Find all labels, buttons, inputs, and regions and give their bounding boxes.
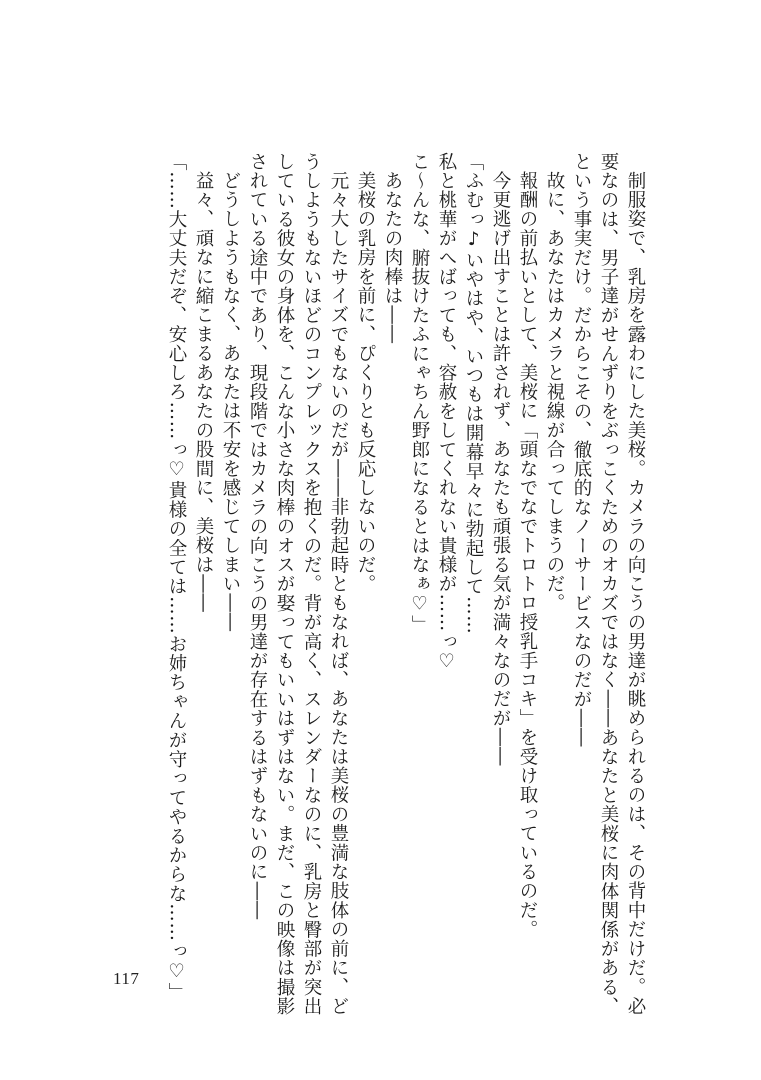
text-line: されている途中であり、現段階ではカメラの向こうの男達が存在するはずもないのに―― bbox=[247, 152, 268, 920]
text-line: 美桜の乳房を前に、ぴくりとも反応しないのだ。 bbox=[355, 170, 376, 593]
page-number: 117 bbox=[113, 969, 140, 988]
text-line: うしようもないほどのコンプレックスを抱くのだ。背が高く、スレンダーなのに、乳房と臀部が突出 bbox=[301, 152, 322, 1016]
text-line: 要なのは、男子達がせんずりをぶっこくためのオカズではなく――あなたと美桜に肉体関係がある、 bbox=[598, 152, 619, 1016]
text-line: 「ふむっ♪いやはや、いつもは開幕早々に勃起して…… bbox=[463, 152, 484, 635]
text-line: 「……大丈夫だぞ、安心しろ……っ♡貴様の全ては……お姉ちゃんが守ってやるからな……っ♡」 bbox=[166, 152, 187, 1002]
text-line: あなたの肉棒は―― bbox=[382, 170, 403, 344]
text-line: 益々、頑なに縮こまるあなたの股間に、美桜は―― bbox=[193, 170, 214, 613]
text-line: こ～んな、腑抜けたふにゃちん野郎になるとはなぁ♡」 bbox=[409, 152, 430, 635]
text-line: 私と桃華がへばっても、容赦をしてくれない貴様が……っ♡ bbox=[436, 152, 457, 673]
text-line: 元々大したサイズでもないのだが――非勃起時ともなれば、あなたは美桜の豊満な肢体の前に、ど bbox=[328, 170, 349, 1016]
text-line: 報酬の前払いとして、美桜に「頭なでなでトロトロ授乳手コキ」を受け取っているのだ。 bbox=[517, 170, 538, 939]
text-line: どうしようもなく、あなたは不安を感じてしまい―― bbox=[220, 170, 241, 632]
text-line: している彼女の身体を、こんな小さな肉棒のオスが娶ってもいいはずはない。まだ、この映像は撮影 bbox=[274, 152, 295, 1016]
text-line: 故に、あなたはカメラと視線が合ってしまうのだ。 bbox=[544, 170, 565, 613]
text-line: 今更逃げ出すことは許されず、あなたも頑張る気が満々なのだが―― bbox=[490, 170, 511, 766]
text-line: 制服姿で、乳房を露わにした美桜。カメラの向こうの男達が眺められるのは、その背中だけだ。必 bbox=[625, 170, 646, 1016]
vertical-text-body bbox=[163, 152, 649, 1016]
text-line: という事実だけ。だからこその、徹底的なノーサービスなのだが―― bbox=[571, 152, 592, 748]
